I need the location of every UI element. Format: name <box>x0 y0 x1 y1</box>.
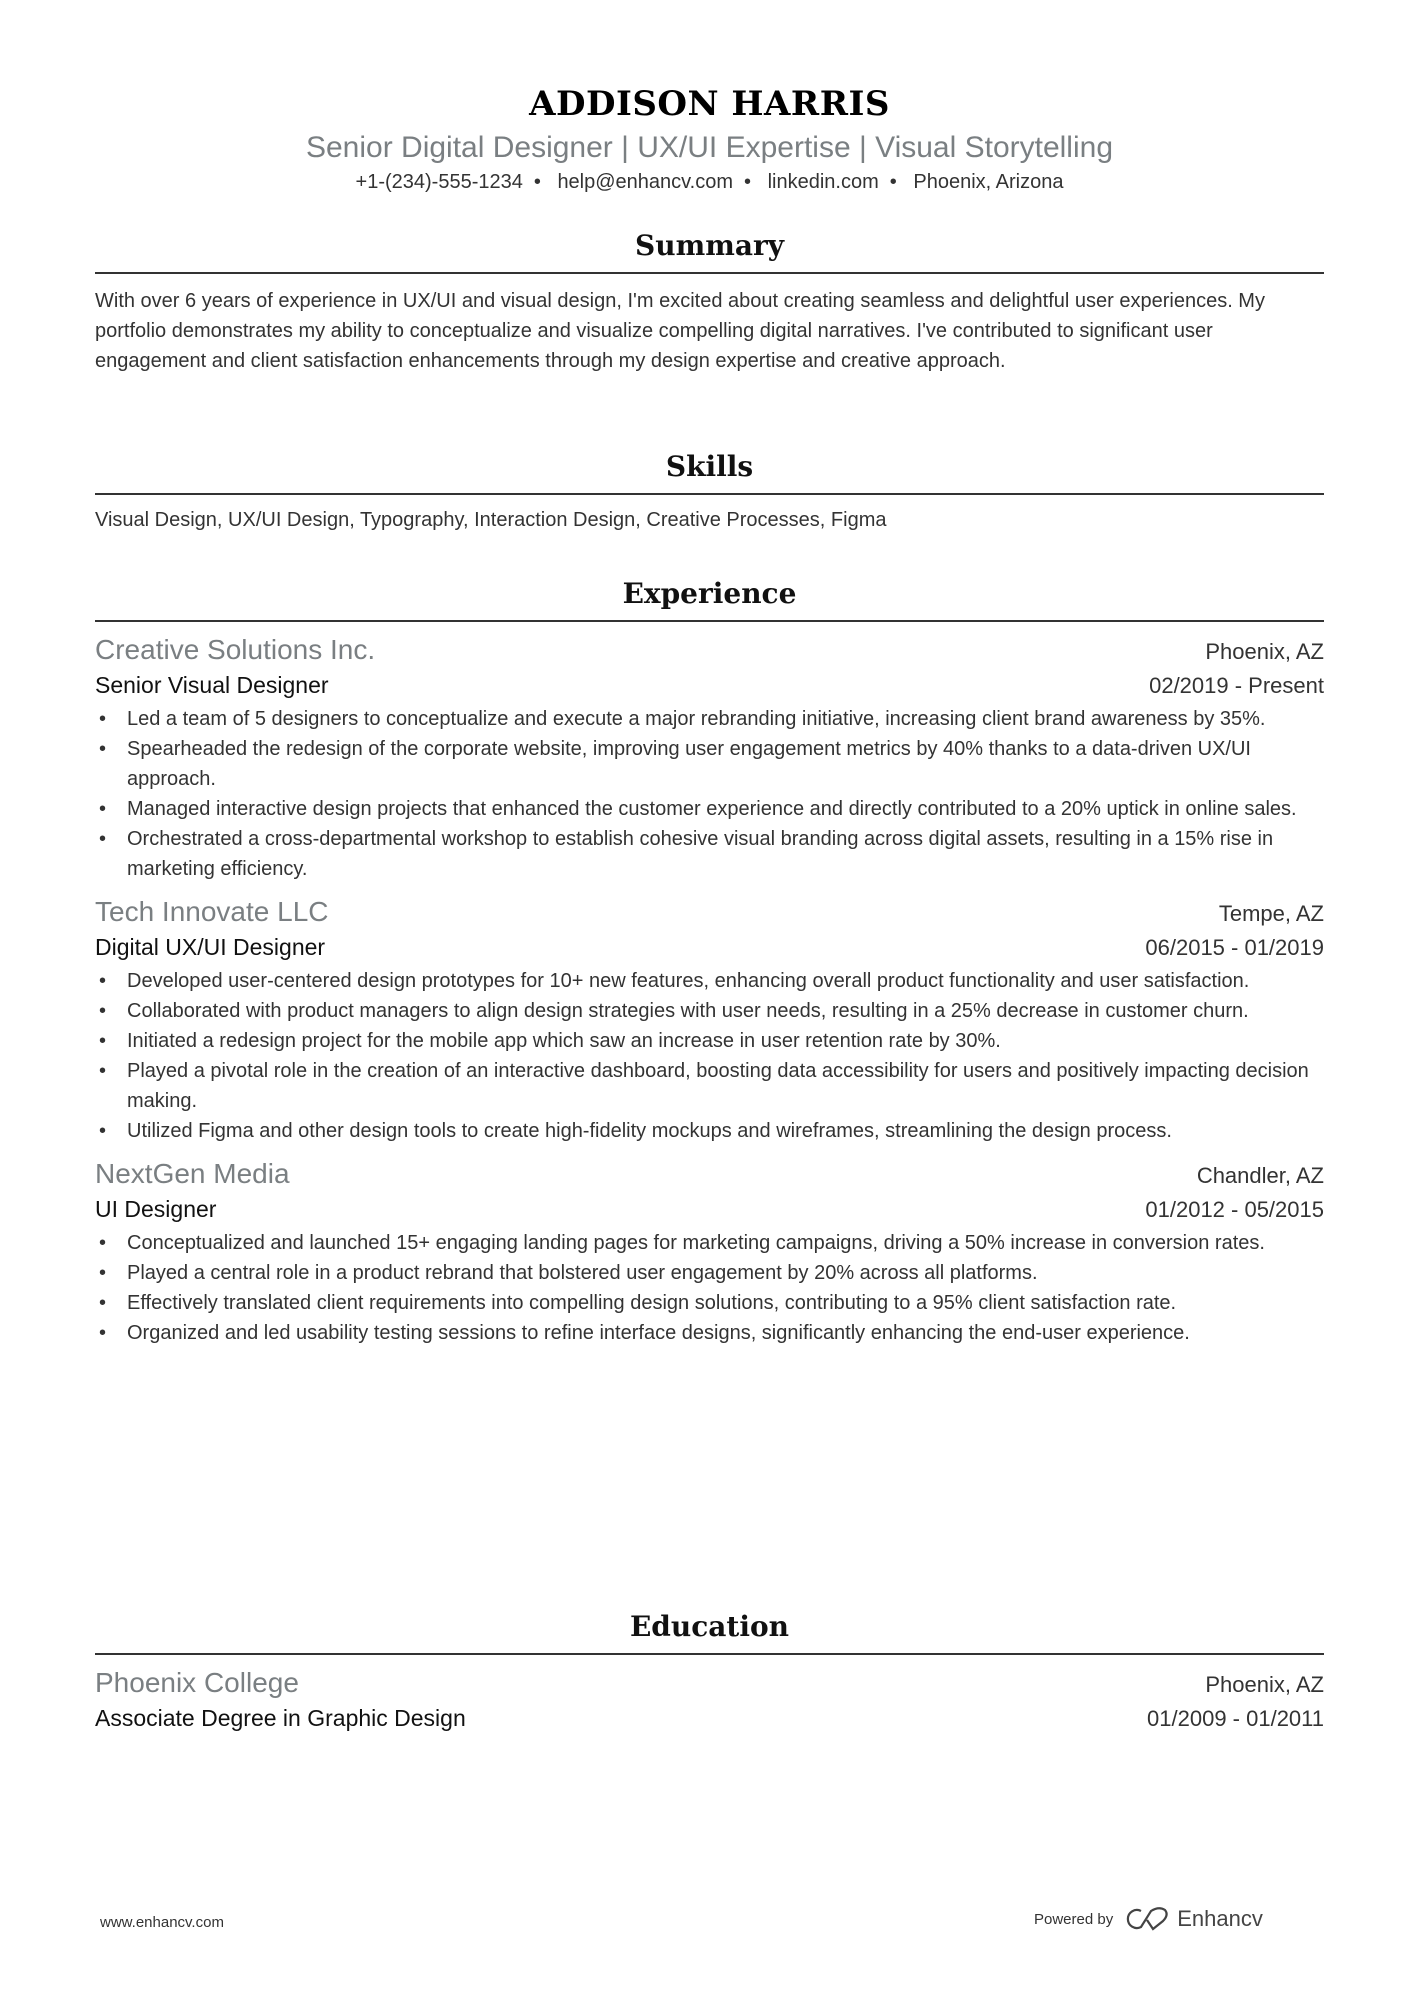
job-dates: 02/2019 - Present <box>1149 673 1324 698</box>
linkedin-link[interactable]: linkedin.com <box>767 171 879 193</box>
candidate-name: ADDISON HARRIS <box>529 84 890 124</box>
job-role: Digital UX/UI Designer <box>95 934 326 960</box>
divider <box>95 1653 1324 1655</box>
powered-by-label: Powered by <box>1034 1910 1114 1928</box>
bullet-item: • Led a team of 5 designers to conceptualize and execute a major rebranding initiative, increasing client brand awareness by 35%. <box>95 704 1324 734</box>
location: Phoenix, Arizona <box>913 171 1064 193</box>
section-heading: Experience <box>622 577 797 610</box>
bullet-item: • Developed user-centered design prototypes for 10+ new features, enhancing overall product functionality and user satisfaction. <box>95 966 1324 996</box>
bullet-item: • Effectively translated client requirements into compelling design solutions, contributing to a 95% client satisfaction rate. <box>95 1288 1324 1318</box>
phone: +1-(234)-555-1234 <box>355 171 523 193</box>
job-location: Tempe, AZ <box>1218 901 1324 926</box>
school-name: Phoenix College <box>95 1667 299 1698</box>
enhancv-brand: Enhancv <box>1177 1906 1263 1931</box>
job-location: Phoenix, AZ <box>1205 639 1324 664</box>
enhancv-logo-icon <box>1125 1906 1171 1932</box>
school-location: Phoenix, AZ <box>1205 1672 1324 1697</box>
job-role: UI Designer <box>95 1196 217 1222</box>
skills-text: Visual Design, UX/UI Design, Typography, Interaction Design, Creative Processes, Figma <box>95 509 887 531</box>
divider <box>95 493 1324 495</box>
job-entry <box>95 1156 1324 1348</box>
skills-section <box>95 449 1324 535</box>
company-name: NextGen Media <box>95 1158 290 1189</box>
job-entry <box>95 894 1324 1146</box>
section-heading: Education <box>629 1610 790 1643</box>
bullet-item: • Managed interactive design projects that enhanced the customer experience and directly contributed to a 20% uptick in online sales. <box>95 794 1324 824</box>
job-bullets <box>95 1228 1324 1348</box>
company-name: Tech Innovate LLC <box>95 896 329 927</box>
job-bullets <box>95 704 1324 884</box>
divider <box>95 620 1324 622</box>
education-dates: 01/2009 - 01/2011 <box>1147 1706 1324 1731</box>
degree: Associate Degree in Graphic Design <box>95 1705 466 1731</box>
summary-section <box>95 228 1324 376</box>
enhancv-logo[interactable] <box>1125 1906 1263 1932</box>
education-section <box>95 1609 1324 1735</box>
bullet-item: • Utilized Figma and other design tools to create high-fidelity mockups and wireframes, streamlining the design process. <box>95 1116 1324 1146</box>
website-link[interactable]: www.enhancv.com <box>100 1914 224 1931</box>
job-dates: 01/2012 - 05/2015 <box>1145 1197 1324 1222</box>
bullet-item: • Played a pivotal role in the creation of an interactive dashboard, boosting data accessibility for users and positively impacting decision making. <box>95 1056 1324 1116</box>
job-bullets <box>95 966 1324 1146</box>
job-location: Chandler, AZ <box>1196 1163 1324 1188</box>
job-role: Senior Visual Designer <box>95 672 329 698</box>
experience-section <box>95 576 1324 1348</box>
summary-text: With over 6 years of experience in UX/UI and visual design, I'm excited about creating seamless and delightful user experiences. My portfolio demonstrates my ability to conceptualize and visualize compelling digital narratives. I've contributed to significant user engagement and client satisfaction enhancements through my design expertise and creative approach. <box>95 290 1265 372</box>
job-entry <box>95 632 1324 884</box>
bullet-item: • Initiated a redesign project for the mobile app which saw an increase in user retention rate by 30%. <box>95 1026 1324 1056</box>
candidate-title: Senior Digital Designer | UX/UI Expertise | Visual Storytelling <box>305 131 1114 164</box>
divider <box>95 272 1324 274</box>
bullet-item: • Orchestrated a cross-departmental workshop to establish cohesive visual branding across digital assets, resulting in a 15% rise in marketing efficiency. <box>95 824 1324 884</box>
email-link[interactable]: help@enhancv.com <box>557 171 734 193</box>
education-entry <box>95 1665 1324 1735</box>
bullet-item: • Played a central role in a product rebrand that bolstered user engagement by 20% across all platforms. <box>95 1258 1324 1288</box>
bullet-item: • Conceptualized and launched 15+ engaging landing pages for marketing campaigns, driving a 50% increase in conversion rates. <box>95 1228 1324 1258</box>
company-name: Creative Solutions Inc. <box>95 634 376 665</box>
section-heading: Summary <box>635 229 784 262</box>
section-heading: Skills <box>665 450 754 483</box>
powered-by <box>1034 1906 1263 1932</box>
bullet-item: • Collaborated with product managers to align design strategies with user needs, resulting in a 25% decrease in customer churn. <box>95 996 1324 1026</box>
bullet-item: • Spearheaded the redesign of the corporate website, improving user engagement metrics by 40% thanks to a data-driven UX/UI approach. <box>95 734 1324 794</box>
job-dates: 06/2015 - 01/2019 <box>1145 935 1324 960</box>
bullet-item: • Organized and led usability testing sessions to refine interface designs, significantly enhancing the end-user experience. <box>95 1318 1324 1348</box>
contact-info: +1-(234)-555-1234 • help@enhancv.com • linkedin.com • Phoenix, Arizona <box>355 171 1064 193</box>
